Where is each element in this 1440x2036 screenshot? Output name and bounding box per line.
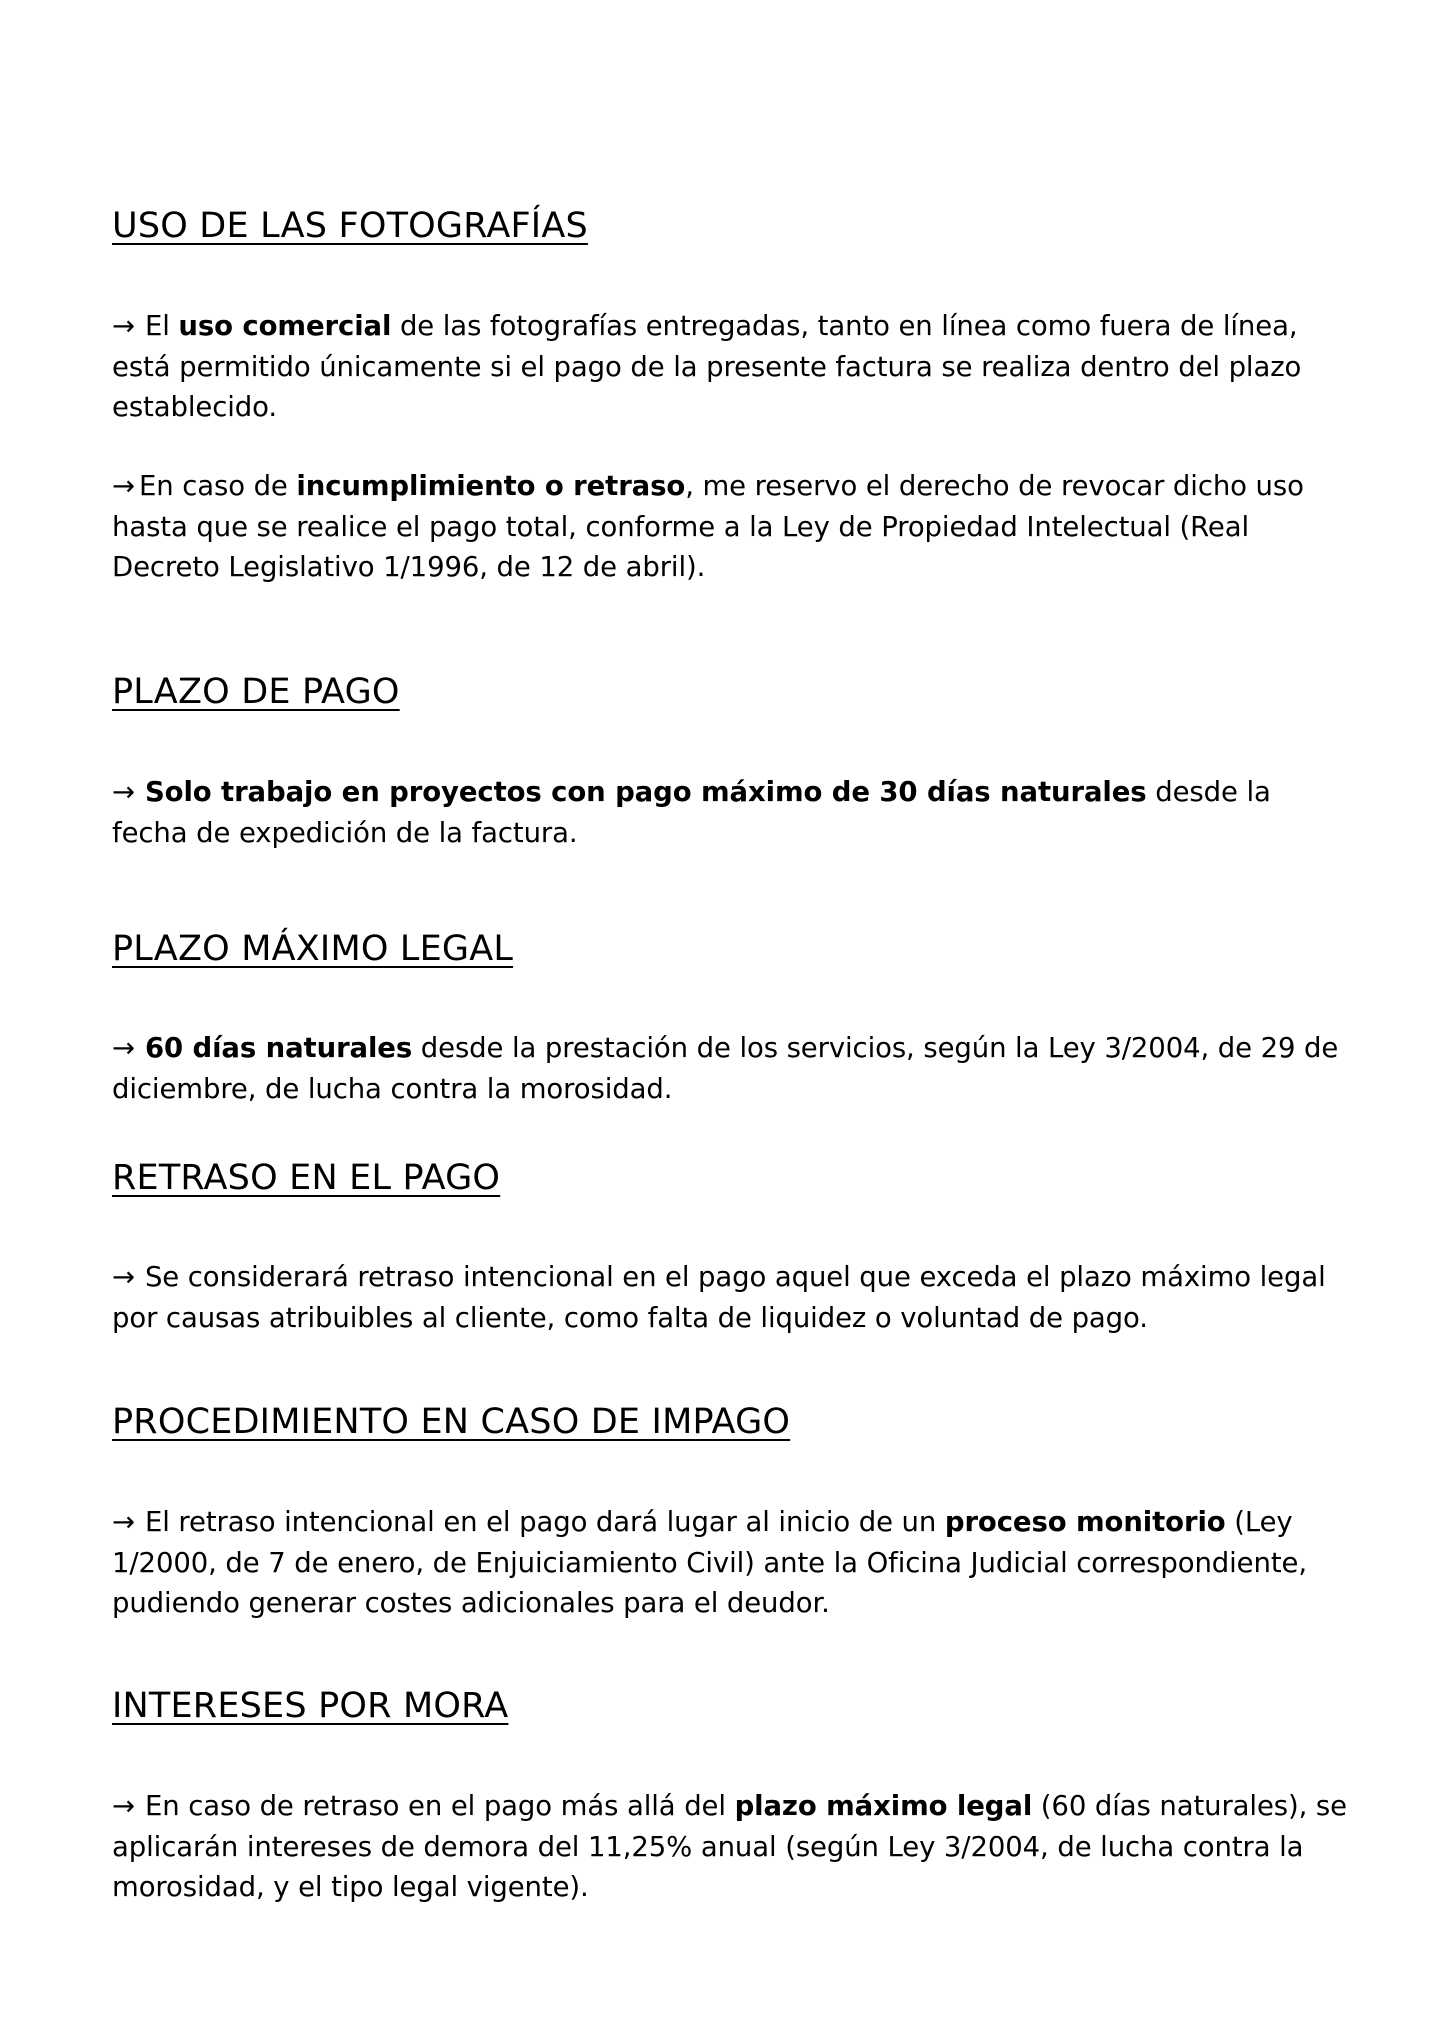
text: desde la fecha de expedición de la factura.	[112, 776, 1271, 849]
section-heading: USO DE LAS FOTOGRAFÍAS	[112, 206, 588, 246]
section-plazo-pago	[112, 670, 1342, 714]
arrow-icon: →	[112, 776, 135, 808]
paragraph	[112, 1028, 1352, 1109]
arrow-icon: →	[112, 1032, 135, 1064]
text: En caso de retraso en el pago más allá del	[144, 1790, 735, 1822]
paragraph	[112, 772, 1352, 853]
bold-text: uso comercial	[178, 310, 392, 342]
section-heading: RETRASO EN EL PAGO	[112, 1158, 501, 1198]
arrow-icon: →	[112, 310, 135, 342]
text: , me reservo el derecho de revocar dicho uso hasta que se realice el pago total, conforme a la Ley de Propiedad Intelectual (Real Decreto Legislativo 1/1996, de 12 de abril).	[112, 470, 1304, 583]
paragraph	[112, 466, 1352, 588]
section-retraso-pago	[112, 1156, 1342, 1200]
text: Se considerará retraso intencional en el pago aquel que exceda el plazo máximo legal por causas atribuibles al cliente, como falta de liquidez o voluntad de pago.	[112, 1261, 1326, 1334]
paragraph	[112, 1502, 1352, 1624]
arrow-icon: →	[112, 1790, 135, 1822]
bold-text: incumplimiento o retraso	[296, 470, 686, 502]
bold-text: proceso monitorio	[944, 1506, 1226, 1538]
text: de las fotografías entregadas, tanto en línea como fuera de línea, está permitido únicamente si el pago de la presente factura se realiza dentro del plazo establecido.	[112, 310, 1302, 423]
arrow-icon: →	[112, 1261, 135, 1293]
text: En caso de	[138, 470, 297, 502]
section-heading: PROCEDIMIENTO EN CASO DE IMPAGO	[112, 1402, 791, 1442]
section-heading: PLAZO MÁXIMO LEGAL	[112, 929, 514, 969]
section-heading: PLAZO DE PAGO	[112, 672, 400, 712]
paragraph	[112, 1257, 1352, 1338]
arrow-icon: →	[112, 1506, 135, 1538]
text: (Ley 1/2000, de 7 de enero, de Enjuiciamiento Civil) ante la Oficina Judicial correspondiente, pudiendo generar costes adicionales para el deudor.	[112, 1506, 1307, 1619]
section-uso-fotografias	[112, 204, 1342, 248]
text: desde la prestación de los servicios, según la Ley 3/2004, de 29 de diciembre, de lucha contra la morosidad.	[112, 1032, 1339, 1105]
section-heading: INTERESES POR MORA	[112, 1686, 509, 1726]
text: El	[144, 310, 179, 342]
section-procedimiento-impago	[112, 1400, 1342, 1444]
section-intereses-mora	[112, 1684, 1342, 1728]
bold-text: plazo máximo legal	[734, 1790, 1033, 1822]
bold-text: 60 días naturales	[144, 1032, 413, 1064]
text: (60 días naturales), se aplicarán intereses de demora del 11,25% anual (según Ley 3/2004, de lucha contra la morosidad, y el tipo legal vigente).	[112, 1790, 1347, 1903]
paragraph	[112, 1786, 1352, 1908]
text: El retraso intencional en el pago dará lugar al inicio de un	[144, 1506, 945, 1538]
paragraph	[112, 306, 1352, 428]
bold-text: Solo trabajo en proyectos con pago máximo de 30 días naturales	[144, 776, 1147, 808]
arrow-icon: →	[112, 470, 135, 502]
section-plazo-maximo-legal	[112, 927, 1342, 971]
